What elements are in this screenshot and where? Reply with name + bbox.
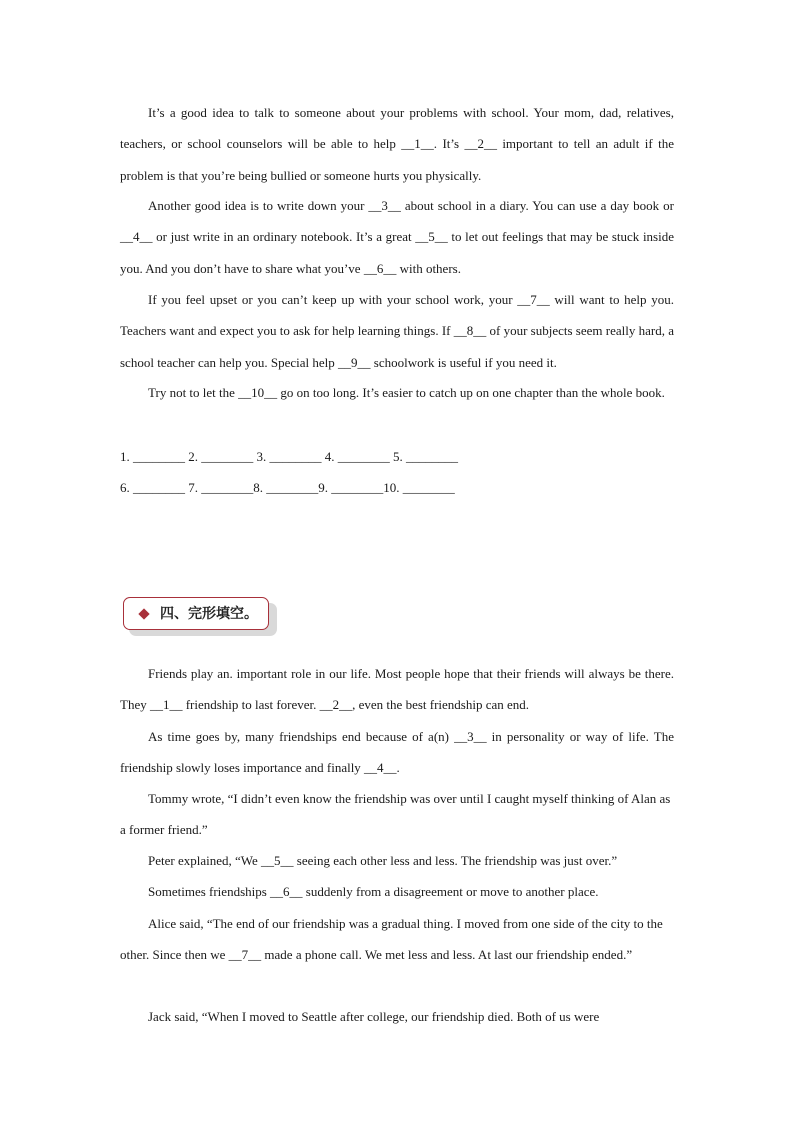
passage2-paragraph-3: Tommy wrote, “I didn’t even know the friendship was over until I caught myself thinking of Alan as a former friend.” [120,791,671,838]
passage2-paragraph-5: Sometimes friendships __6__ suddenly from a disagreement or move to another place. [148,884,599,899]
diamond-bullet-icon [138,608,149,619]
passage2-paragraph-4: Peter explained, “We __5__ seeing each other less and less. The friendship was just over.” [148,853,618,868]
passage1-paragraph-4: Try not to let the __10__ go on too long. It’s easier to catch up on one chapter than the whole book. [148,385,665,400]
passage1-paragraph-2: Another good idea is to write down your __3__ about school in a diary. You can use a day book or __4__ or just write in an ordinary notebook. It’s a great __5__ to let out feelings that may be stuck inside you. And you don’t have to share what you’ve __6__ with others. [120,198,674,276]
banner-box [123,597,269,630]
passage2-paragraph-1: Friends play an. important role in our life. Most people hope that their friends will always be there. They __1__ friendship to last forever. __2__, even the best friendship can end. [120,666,674,713]
passage2-paragraph-2: As time goes by, many friendships end because of a(n) __3__ in personality or way of life. The friendship slowly loses importance and finally __4__. [120,729,674,776]
section-heading-banner [123,597,273,633]
answer-row-2: 6. ________ 7. ________8. ________9. ________10. ________ [120,480,455,495]
passage2-paragraph-7: Jack said, “When I moved to Seattle after college, our friendship died. Both of us were [148,1009,600,1024]
section-title: 四、完形填空。 [160,606,258,622]
passage1-paragraph-1: It’s a good idea to talk to someone about your problems with school. Your mom, dad, relatives, teachers, or school counselors will be able to help __1__. It’s __2__ important to tell an adult if the problem is that you’re being bullied or someone hurts you physically. [120,105,674,183]
answer-row-1: 1. ________ 2. ________ 3. ________ 4. ________ 5. ________ [120,449,458,464]
passage1-paragraph-3: If you feel upset or you can’t keep up with your school work, your __7__ will want to help you. Teachers want and expect you to ask for help learning things. If __8__ of your subjects seem really hard, a school teacher can help you. Special help __9__ schoolwork is useful if you need it. [120,292,674,370]
passage2-paragraph-6: Alice said, “The end of our friendship was a gradual thing. I moved from one side of the city to the other. Since then we __7__ made a phone call. We met less and less. At last our friendship ended.” [120,916,663,963]
